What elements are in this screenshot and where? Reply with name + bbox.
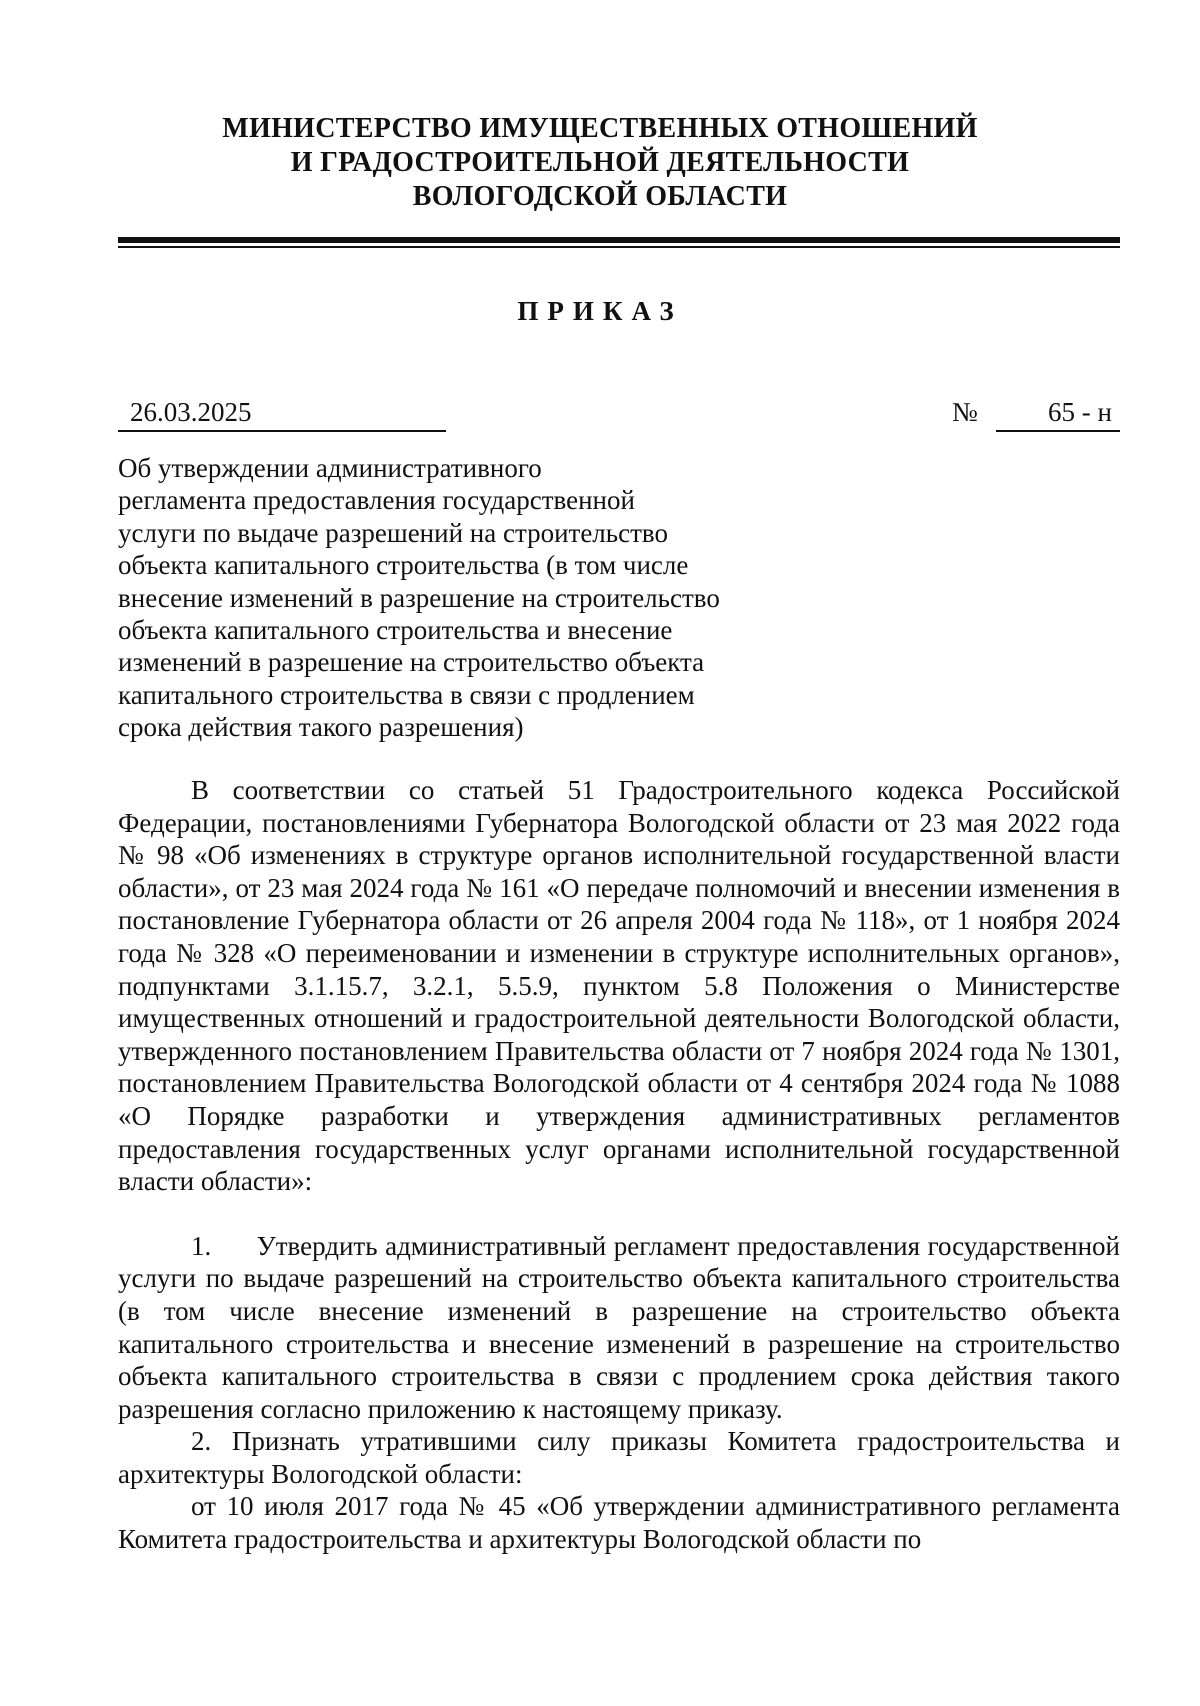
subject-line: услуги по выдаче разрешений на строительство [118, 517, 668, 548]
ministry-name-line-1: МИНИСТЕРСТВО ИМУЩЕСТВЕННЫХ ОТНОШЕНИЙ [222, 113, 978, 144]
preamble-paragraph: В соответствии со статьей 51 Градостроительного кодекса Российской Федерации, постановлениями Губернатора Вологодской области от 23 мая 2022 года № 98 «Об изменениях в структуре органов исполнительной государственной власти области», от 23 мая 2024 года № 161 «О передаче полномочий и внесении изменения в постановление Губернатора области от 26 апреля 2004 года № 118», от 1 ноября 2024 года № 328 «О переименовании и изменении в структуре исполнительных органов», подпунктами 3.1.15.7, 3.2.1, 5.5.9, пунктом 5.8 Положения о Министерстве имущественных отношений и градостроительной деятельности Вологодской области, утвержденного постановлением Правительства области от 7 ноября 2024 года № 1301, постановлением Правительства Вологодской области от 4 сентября 2024 года № 1088 «О Порядке разработки и утверждения административных регламентов предоставления государственных услуг органами исполнительной государственной власти области»: [118, 775, 1120, 1197]
ministry-name-line-3: ВОЛОГОДСКОЙ ОБЛАСТИ [412, 181, 788, 212]
ministry-header [0, 112, 1200, 214]
number-sign: № [952, 397, 978, 427]
document-subject [118, 452, 768, 744]
ministry-name-line-2: И ГРАДОСТРОИТЕЛЬНОЙ ДЕЯТЕЛЬНОСТИ [290, 147, 910, 178]
document-body [118, 774, 1120, 1556]
subject-line: срока действия такого разрешения) [118, 712, 524, 743]
header-rule-thin [118, 246, 1120, 248]
order-item-2-subitem: от 10 июля 2017 года № 45 «Об утверждении административного регламента Комитета градостроительства и архитектуры Вологодской области по [118, 1491, 1120, 1555]
order-item-1: 1. Утвердить административный регламент предоставления государственной услуги по выдаче разрешений на строительство объекта капитального строительства (в том числе внесение изменений в разрешение на строительство объекта капитального строительства и внесение изменений в разрешение на строительство объекта капитального строительства в связи с продлением срока действия такого разрешения согласно приложению к настоящему приказу. [118, 1230, 1120, 1424]
subject-line: Об утверждении административного [118, 453, 542, 483]
document-date: 26.03.2025 [130, 397, 252, 427]
header-rule-thick [118, 237, 1120, 243]
subject-line: внесение изменений в разрешение на строительство [118, 582, 720, 613]
document-type-title: ПРИКАЗ [517, 296, 683, 326]
document-number: 65 - н [1048, 397, 1112, 427]
subject-line: регламента предоставления государственной [118, 485, 635, 516]
subject-line: изменений в разрешение на строительство объекта [118, 647, 705, 678]
subject-line: капитального строительства в связи с продлением [118, 679, 695, 710]
order-item-2: 2. Признать утратившими силу приказы Комитета градостроительства и архитектуры Вологодской области: [118, 1426, 1120, 1489]
date-field [118, 396, 446, 432]
number-field [996, 396, 1120, 432]
subject-line: объекта капитального строительства (в том числе [118, 550, 689, 581]
subject-line: объекта капитального строительства и внесение [118, 615, 673, 646]
